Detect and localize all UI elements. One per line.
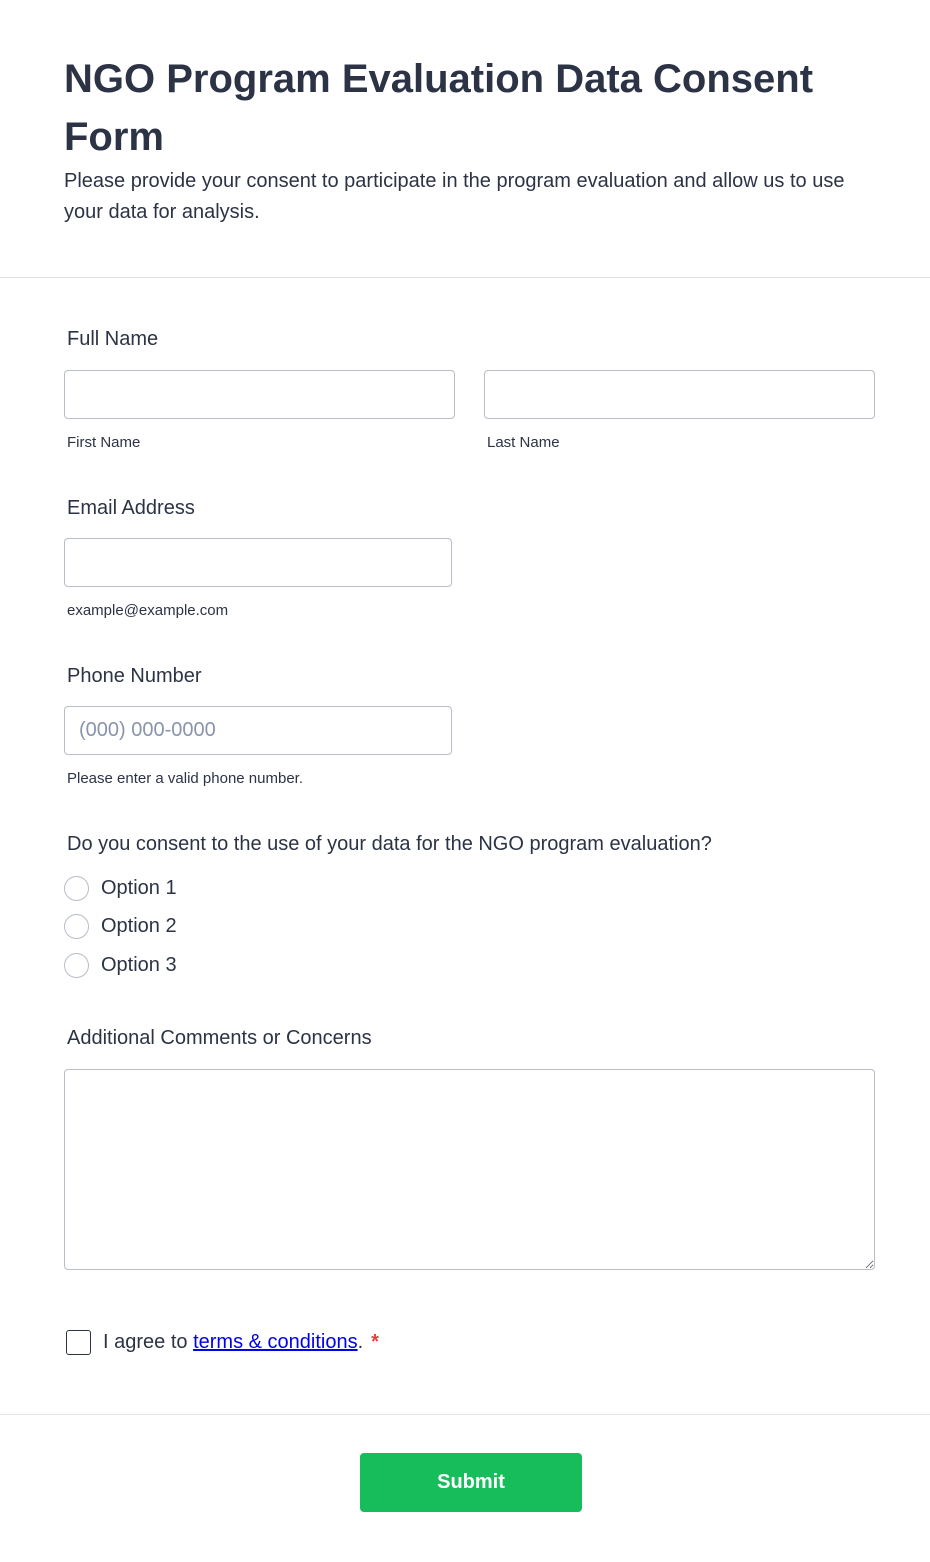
phone-sublabel: Please enter a valid phone number.	[67, 770, 303, 787]
email-input[interactable]	[64, 538, 452, 587]
email-sublabel: example@example.com	[67, 602, 229, 619]
form-header	[0, 0, 930, 278]
terms-link[interactable]: terms & conditions	[193, 1331, 358, 1353]
radio-option-label: Option 3	[101, 953, 177, 976]
comments-textarea[interactable]	[64, 1069, 875, 1270]
terms-suffix: .	[357, 1331, 364, 1353]
first-name-sublabel: First Name	[67, 434, 141, 451]
phone-input[interactable]	[64, 706, 452, 755]
submit-button[interactable]: Submit	[360, 1453, 582, 1512]
radio-button-icon[interactable]	[64, 953, 89, 978]
terms-text	[103, 1331, 363, 1354]
phone-label: Phone Number	[67, 665, 202, 687]
radio-button-icon[interactable]	[64, 914, 89, 939]
radio-option-1[interactable]	[64, 875, 177, 901]
comments-label: Additional Comments or Concerns	[67, 1027, 372, 1049]
full-name-label: Full Name	[67, 328, 159, 350]
form-title: NGO Program Evaluation Data Consent Form	[64, 57, 814, 159]
first-name-input[interactable]	[64, 370, 455, 419]
last-name-input[interactable]	[484, 370, 875, 419]
terms-prefix: I agree to	[103, 1331, 188, 1353]
radio-option-label: Option 2	[101, 914, 177, 937]
radio-option-label: Option 1	[101, 876, 177, 899]
radio-button-icon[interactable]	[64, 876, 89, 901]
radio-option-2[interactable]	[64, 913, 177, 939]
footer-divider	[0, 1414, 930, 1415]
terms-agreement[interactable]	[66, 1329, 379, 1356]
email-label: Email Address	[67, 497, 195, 519]
required-star: *	[371, 1331, 379, 1353]
last-name-sublabel: Last Name	[487, 434, 560, 451]
radio-option-3[interactable]	[64, 952, 177, 978]
consent-question: Do you consent to the use of your data for the NGO program evaluation?	[67, 833, 712, 855]
form-subtitle: Please provide your consent to participate in the program evaluation and allow us to use your data for analysis.	[64, 170, 845, 223]
terms-checkbox[interactable]	[66, 1330, 91, 1355]
